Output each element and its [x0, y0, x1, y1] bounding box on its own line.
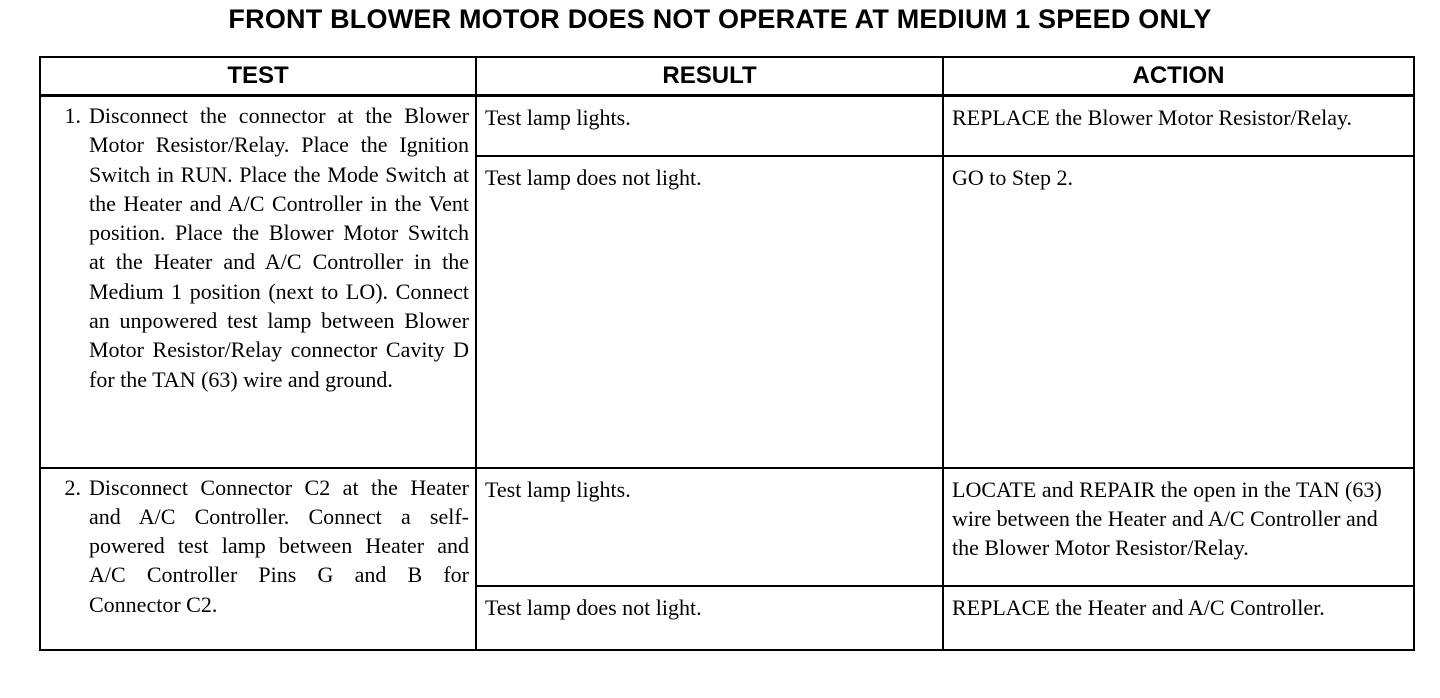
result-cell: Test lamp lights. — [476, 468, 943, 586]
step-test-text: Disconnect Connector C2 at the Heater and A/C Controller. Connect a self-powered test lamp between Heater and A/C Controller Pins G and B for Connector C2. — [89, 474, 469, 617]
page-title: FRONT BLOWER MOTOR DOES NOT OPERATE AT MEDIUM 1 SPEED ONLY — [228, 4, 1212, 34]
action-cell: REPLACE the Heater and A/C Controller. — [943, 586, 1414, 650]
step-1-test-cell — [40, 96, 476, 468]
step-number: 2. — [64, 474, 81, 500]
table-row — [40, 96, 1414, 156]
action-cell: LOCATE and REPAIR the open in the TAN (63) wire between the Heater and A/C Controller and the Blower Motor Resistor/Relay. — [943, 468, 1414, 586]
header-result: RESULT — [476, 57, 943, 96]
result-cell: Test lamp does not light. — [476, 586, 943, 650]
table-row — [40, 468, 1414, 586]
result-cell: Test lamp lights. — [476, 96, 943, 156]
step-number: 1. — [64, 103, 81, 128]
step-test-text: Disconnect the connector at the Blower Motor Resistor/Relay. Place the Ignition Switch in RUN. Place the Mode Switch at the Heater and A/C Controller in the Vent position. Place the Blower Motor Switch at the Heater and A/C Controller in the Medium 1 position (next to LO). Connect an unpowered test lamp between Blower Motor Resistor/Relay connector Cavity D for the TAN (63) wire and ground. — [89, 103, 469, 392]
step-2-test-cell — [40, 468, 476, 650]
diagnostic-table — [39, 56, 1415, 651]
action-cell: REPLACE the Blower Motor Resistor/Relay. — [943, 96, 1414, 156]
header-test: TEST — [40, 57, 476, 96]
header-action: ACTION — [943, 57, 1414, 96]
header-row — [40, 57, 1414, 96]
action-cell: GO to Step 2. — [943, 156, 1414, 468]
result-cell: Test lamp does not light. — [476, 156, 943, 468]
